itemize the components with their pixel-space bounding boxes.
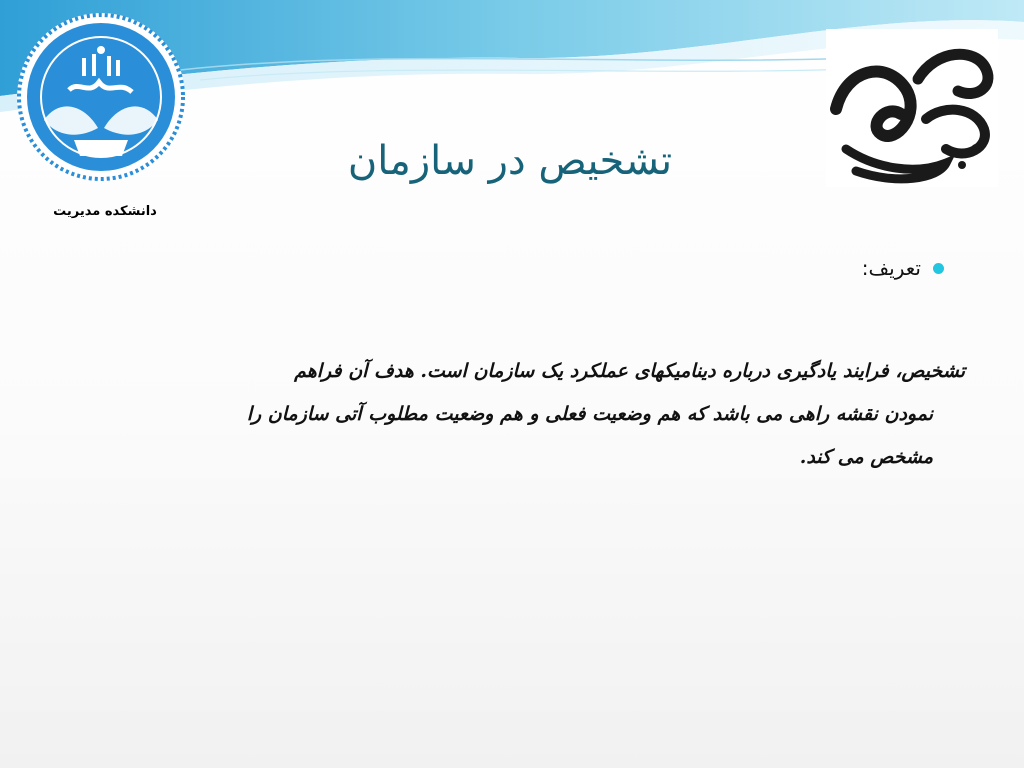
definition-bullet: [862, 256, 944, 280]
slide-title: تشخیص در سازمان: [347, 138, 673, 184]
brand-logo: [826, 29, 998, 187]
mehr-pouya-calligraphy-logo-icon: [826, 29, 998, 187]
bullet-dot-icon: [933, 263, 944, 274]
university-of-tehran-emblem-icon: [14, 10, 188, 184]
faculty-caption: دانشکده مدیریت: [53, 204, 157, 219]
university-logo: [14, 10, 188, 184]
bullet-label: تعریف:: [861, 256, 921, 280]
paragraph-line-3: مشخص می کند.: [799, 446, 933, 468]
definition-paragraph: [110, 350, 965, 479]
paragraph-line-2: نمودن نقشه راهی می باشد که هم وضعیت فعلی و هم وضعیت مطلوب آتی سازمان را: [246, 403, 933, 425]
paragraph-line-1: تشخیص، فرایند یادگیری درباره دینامیکهای عملکرد یک سازمان است. هدف آن فراهم: [294, 360, 965, 382]
